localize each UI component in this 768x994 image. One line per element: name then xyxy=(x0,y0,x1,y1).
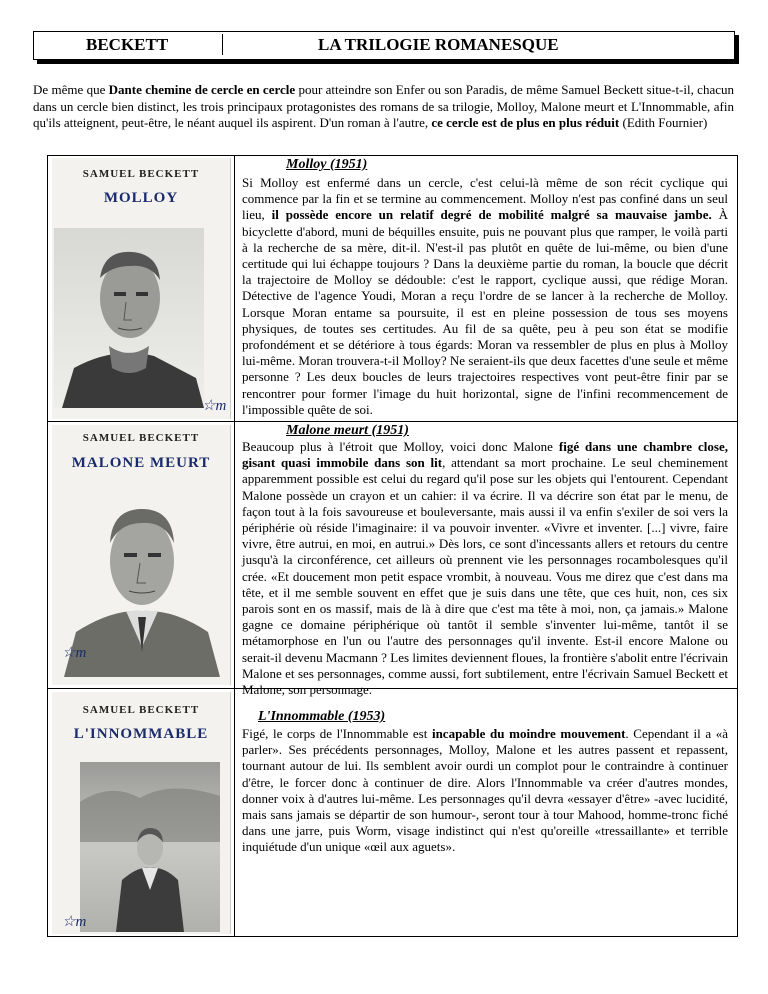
author-portrait-photo xyxy=(80,762,220,932)
intro-text-1: De même que xyxy=(33,82,109,97)
intro-bold-2: ce cercle est de plus en plus réduit xyxy=(431,115,620,130)
publisher-logo: ☆m xyxy=(62,914,87,930)
trilogy-table xyxy=(47,155,738,937)
section-text-bold: figé dans une chambre close, gisant quasi immobile dans son lit xyxy=(242,439,728,471)
section-title-malone: Malone meurt (1951) xyxy=(286,423,409,438)
cover-title: MALONE MEURT xyxy=(71,455,211,471)
cover-author: SAMUEL BECKETT xyxy=(82,432,200,444)
publisher-logo: ☆m xyxy=(202,398,227,414)
cover-author: SAMUEL BECKETT xyxy=(82,704,200,716)
cover-title: L'INNOMMABLE xyxy=(73,726,209,742)
section-text-malone xyxy=(242,439,728,698)
table-row-molloy xyxy=(48,156,737,421)
intro-text-3: (Edith Fournier) xyxy=(619,115,708,130)
book-cover-malone xyxy=(52,425,231,685)
section-text-part: À bicyclette d'abord, muni de béquilles ensuite, puis ne pouvant plus que ramper, le voilà parti à la recherche de sa mère, dit-il. N'est-il pas plutôt en quête de lui-même, ou bien d'une certitude qui lui échappe toujours ? Dans la deuxième partie du roman, la boucle que décrit la trajectoire de Molloy se dédouble: c'est le rapport, cyclique aussi, que rédige Moran. Détective de l'agence Youdi, Moran a reçu l'ordre de se lancer à la recherche de Molloy. Lorsque Moran entame sa poursuite, il est en pleine possession de tous ses moyens physiques, de toutes ses certitudes. Au fil de sa quête, peu à peu son état se modifie profondément et se détériore à tous égards: Moran va ressembler de plus en plus à Molloy lui-même. Moran trouvera-t-il Molloy? Ne seraient-ils que deux facettes d'une seule et même personne ? Les deux boucles de leurs trajectoires respectives vont peut-être finir par se rencontrer pour former l'image du huit horizontal, signe de l'infini recommencement de l'impossible quête de soi. xyxy=(242,207,729,417)
section-text-part: . Cependant il a «à parler». Ses précédents personnages, Molloy, Malone et les autres passent et repassent, tournant autour de lui. Ils semblent avoir ourdi un complot pour le contraindre à continuer d'être, le forcer donc à continuer de dire. Alors l'Innommable va créer d'autres mondes, donner voix à d'autres lui-même. Les personnages qu'il devra «essayer d'être» -avec lucidité, mais sans jamais se départir de son humour-, seront tour à tour Mahood, homme-tronc fiché dans une jarre, puis Worm, visage indistinct qui n'est qu'oreille «tressaillante» et terrible inquiétude d'un unique «œil aux aguets». xyxy=(242,726,728,855)
cover-author: SAMUEL BECKETT xyxy=(82,168,200,180)
cover-title: MOLLOY xyxy=(103,190,179,206)
book-cover-molloy xyxy=(52,158,231,419)
section-text-part: Beaucoup plus à l'étroit que Molloy, voici donc Malone xyxy=(242,439,559,454)
intro-paragraph xyxy=(33,82,734,132)
table-row-innommable xyxy=(48,688,737,937)
section-title-molloy: Molloy (1951) xyxy=(286,157,368,172)
header-box xyxy=(33,31,735,60)
section-text-bold: il possède encore un relatif degré de mobilité malgré sa mauvaise jambe. xyxy=(271,207,712,223)
author-portrait-photo xyxy=(54,228,204,408)
header-title: LA TRILOGIE ROMANESQUE xyxy=(318,35,559,54)
section-text-part: , attendant sa mort prochaine. Le seul cheminement apparemment possible est celui du regard qu'il pose sur les objets qui l'entourent. Cependant Malone possède un crayon et un cahier: il va écrire. Il va décrire son état par le menu, de façon tout à la fois savoureuse et bouleversante, mais aussi il va enfin s'exiler de soi vers la périphérie où réside l'imaginaire: il va pouvoir inventer. «Vivre et inventer. [...] vivre, faire vivre, être autrui, en moi, en autrui.» Dès lors, ce sont d'incessants allers et retours du centre jusqu'à la circonférence, cet ailleurs où prennent vie les personnages rocambolesques qu'il crée. «Et doucement mon petit espace vrombit, à nouveau. Vous me direz que c'est dans ma tête, et il me semble souvent en effet que je suis dans une tête, que ces huit, non, ces six parois sont en os massif, mais de là à dire que c'est ma tête à moi, non, ça jamais.» Malone gagne ce domaine périphérique où tantôt il semble s'inventer lui-même, tantôt il se métamorphose en l'un ou l'autre des personnages qu'il invente. Est-il encore Malone ou serait-il devenu Macmann ? Les limites deviennent floues, la frontière s'abolit entre l'écrivain Malone et ses personnages, comme aussi, fort subtilement, entre l'écrivain Samuel Beckett et Malone, son personnage. xyxy=(242,455,728,698)
section-text-innommable xyxy=(242,726,728,856)
header-author: BECKETT xyxy=(86,35,169,54)
table-row-malone xyxy=(48,421,737,698)
section-title-innommable: L'Innommable (1953) xyxy=(258,709,386,724)
section-text-molloy xyxy=(242,175,728,418)
intro-bold-1: Dante chemine de cercle en cercle xyxy=(108,82,296,97)
intro-text-2: pour atteindre son Enfer ou son Paradis, de même Samuel Beckett situe-t-il, chacun dans un cercle bien distinct, les trois principaux protagonistes des romans de sa trilogie, Molloy, Malone meurt et L'Innommable, afin qu'ils atteignent, peut-être, le néant auquel ils aspirent. D'un roman à l'autre, xyxy=(33,82,734,130)
section-text-part: Si Molloy est enfermé dans un cercle, c'est celui-là même de son récit cyclique qui commence par la fin et se termine au commencement. Molloy n'est pas confiné dans un seul lieu, xyxy=(242,175,728,223)
section-text-part: Figé, le corps de l'Innommable est xyxy=(242,726,432,741)
header-divider xyxy=(222,34,223,55)
book-cover-innommable xyxy=(52,692,231,934)
publisher-logo: ☆m xyxy=(62,645,87,661)
section-text-bold: incapable du moindre mouvement xyxy=(431,726,626,741)
